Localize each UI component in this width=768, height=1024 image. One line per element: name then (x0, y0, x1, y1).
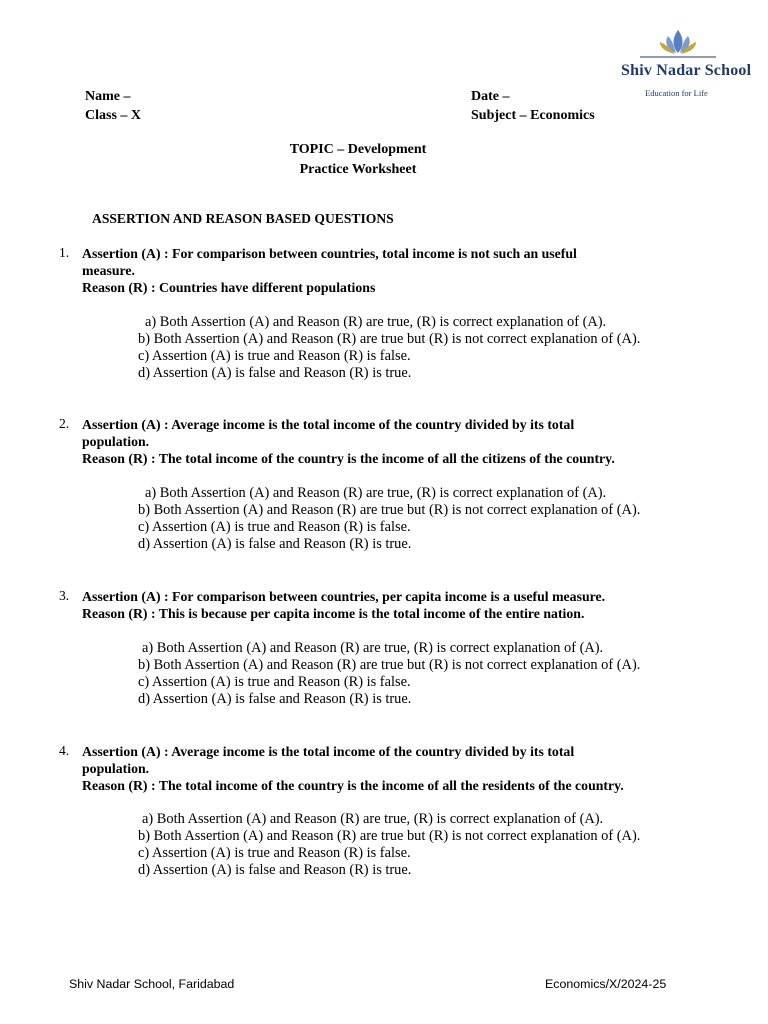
question-number: 3. (59, 588, 70, 603)
logo-school-name: Shiv Nadar School (621, 62, 752, 79)
reason-text: Reason (R) : This is because per capita income is the total income of the entire nation. (82, 606, 585, 621)
header-right (471, 89, 595, 127)
footer-school: Shiv Nadar School, Faridabad (69, 977, 235, 991)
option-b: b) Both Assertion (A) and Reason (R) are true but (R) is not correct explanation of (A). (138, 502, 641, 518)
class-field-label: Class – X (85, 108, 142, 123)
assertion-text: Assertion (A) : For comparison between countries, total income is not such an useful (82, 246, 577, 261)
reason-text: Reason (R) : The total income of the country is the income of all the residents of the country. (82, 778, 624, 793)
option-c: c) Assertion (A) is true and Reason (R) is false. (138, 519, 411, 535)
logo-tagline: Education for Life (645, 88, 708, 98)
question-number: 1. (59, 245, 70, 260)
option-c: c) Assertion (A) is true and Reason (R) is false. (138, 845, 411, 861)
option-b: b) Both Assertion (A) and Reason (R) are true but (R) is not correct explanation of (A). (138, 331, 641, 347)
reason-text: Reason (R) : The total income of the country is the income of all the citizens of the country. (82, 451, 615, 466)
option-a: a) Both Assertion (A) and Reason (R) are true, (R) is correct explanation of (A). (142, 640, 604, 656)
date-field-label: Date – (471, 89, 510, 104)
question-4 (82, 743, 722, 794)
worksheet-subtitle: Practice Worksheet (299, 162, 417, 177)
assertion-text-cont: population. (82, 434, 150, 449)
assertion-text: Assertion (A) : For comparison between countries, per capita income is a useful measure. (82, 589, 606, 604)
option-b: b) Both Assertion (A) and Reason (R) are true but (R) is not correct explanation of (A). (138, 657, 641, 673)
question-3 (82, 588, 722, 622)
subject-field-label: Subject – Economics (471, 108, 595, 123)
option-d: d) Assertion (A) is false and Reason (R) is true. (138, 862, 412, 878)
reason-text: Reason (R) : Countries have different populations (82, 280, 376, 295)
option-a: a) Both Assertion (A) and Reason (R) are true, (R) is correct explanation of (A). (145, 485, 607, 501)
topic-line: TOPIC – Development (289, 142, 427, 157)
question-2 (82, 416, 722, 467)
option-b: b) Both Assertion (A) and Reason (R) are true but (R) is not correct explanation of (A). (138, 828, 641, 844)
assertion-text-cont: measure. (82, 263, 136, 278)
option-a: a) Both Assertion (A) and Reason (R) are true, (R) is correct explanation of (A). (142, 811, 604, 827)
question-number: 2. (59, 416, 70, 431)
assertion-text-cont: population. (82, 761, 150, 776)
option-c: c) Assertion (A) is true and Reason (R) is false. (138, 348, 411, 364)
footer-course-code: Economics/X/2024-25 (545, 977, 667, 991)
lotus-icon (618, 26, 738, 62)
question-number: 4. (59, 743, 70, 758)
option-d: d) Assertion (A) is false and Reason (R) is true. (138, 691, 412, 707)
header-left (85, 89, 141, 127)
option-d: d) Assertion (A) is false and Reason (R) is true. (138, 365, 412, 381)
section-heading: ASSERTION AND REASON BASED QUESTIONS (92, 211, 394, 226)
assertion-text: Assertion (A) : Average income is the total income of the country divided by its total (82, 744, 575, 759)
option-a: a) Both Assertion (A) and Reason (R) are true, (R) is correct explanation of (A). (145, 314, 607, 330)
option-d: d) Assertion (A) is false and Reason (R) is true. (138, 536, 412, 552)
question-1 (82, 245, 722, 296)
option-c: c) Assertion (A) is true and Reason (R) is false. (138, 674, 411, 690)
worksheet-title (0, 142, 716, 182)
assertion-text: Assertion (A) : Average income is the total income of the country divided by its total (82, 417, 575, 432)
name-field-label: Name – (85, 89, 131, 104)
